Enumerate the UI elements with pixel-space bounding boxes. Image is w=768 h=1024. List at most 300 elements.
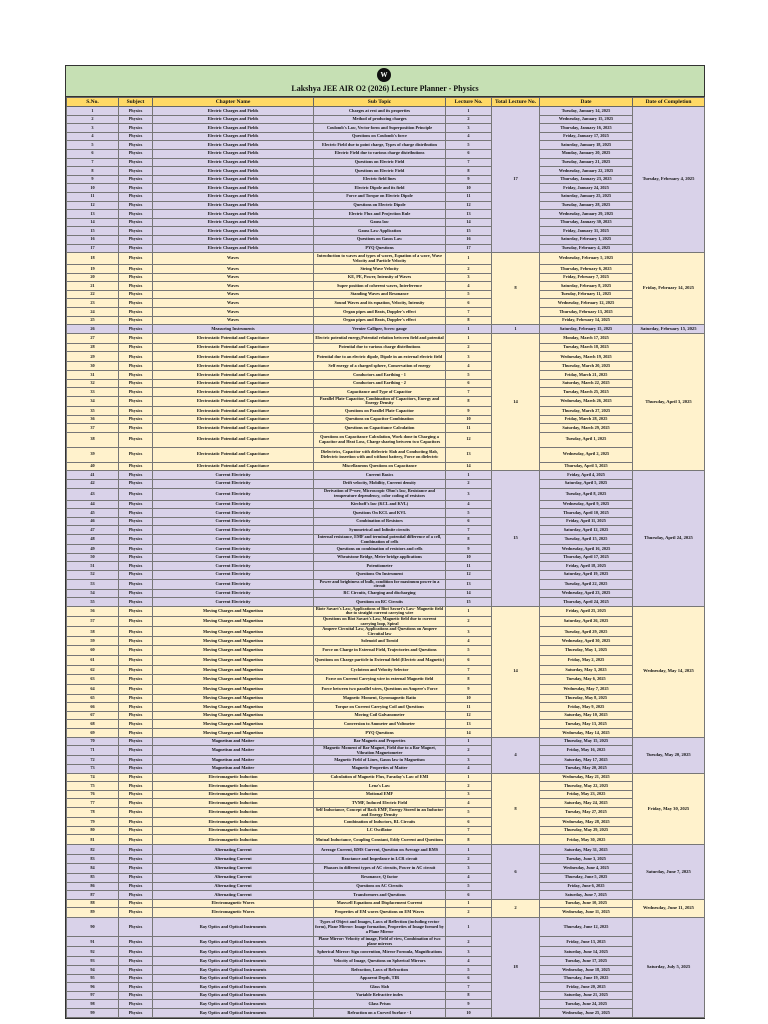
subtopic-cell: Kirchoff's law (KCL and KVL) (314, 500, 446, 509)
sno-cell: 18 (67, 253, 119, 265)
table-row (67, 325, 705, 334)
lecture-no-cell: 4 (446, 282, 492, 291)
sno-cell: 96 (67, 983, 119, 992)
subject-cell: Physics (119, 415, 153, 424)
subtopic-cell: Force on Charge in External Field, Trajectories and Questions (314, 646, 446, 656)
lecture-no-cell: 4 (446, 957, 492, 966)
sno-cell: 39 (67, 447, 119, 462)
date-cell: Friday, May 2, 2025 (540, 656, 633, 666)
subject-cell: Physics (119, 703, 153, 712)
subtopic-cell: Questions on AC Circuits (314, 882, 446, 891)
subtopic-cell: RC Circuits, Charging and discharging (314, 589, 446, 598)
table-row (67, 666, 705, 675)
date-cell: Saturday, February 8, 2025 (540, 282, 633, 291)
table-row (67, 799, 705, 808)
sno-cell: 37 (67, 424, 119, 433)
chapter-cell: Moving Charges and Magnetism (153, 646, 314, 656)
subtopic-cell: Parallel Plate Capacitor, Combination of Capacitors, Energy and Energy Density (314, 396, 446, 406)
subtopic-cell: Motional EMF (314, 790, 446, 799)
table-row (67, 227, 705, 236)
total-lecture-cell: 18 (492, 918, 540, 1017)
lecture-no-cell: 6 (446, 299, 492, 308)
table-row (67, 517, 705, 526)
subtopic-cell: Coulomb's Law, Vector form and Superposition Principle (314, 124, 446, 133)
lecture-no-cell: 11 (446, 703, 492, 712)
subject-cell: Physics (119, 316, 153, 325)
subtopic-cell: Capacitance and Type of Capacitor (314, 388, 446, 397)
sno-cell: 52 (67, 570, 119, 579)
table-row (67, 966, 705, 975)
date-cell: Friday, June 13, 2025 (540, 937, 633, 947)
chapter-cell: Electric Charges and Fields (153, 192, 314, 201)
subtopic-cell: Electric Flux and Projection Rule (314, 210, 446, 219)
subtopic-cell: Moving Coil Galvanometer (314, 711, 446, 720)
subtopic-cell: Force and Torque on Electric Dipole (314, 192, 446, 201)
date-cell: Monday, March 17, 2025 (540, 333, 633, 343)
chapter-cell: Electric Charges and Fields (153, 227, 314, 236)
subject-cell: Physics (119, 141, 153, 150)
table-row (67, 937, 705, 947)
subtopic-cell: Average Current, RMS Current, Question on Average and RMS (314, 845, 446, 855)
chapter-cell: Ray Optics and Optical Instruments (153, 937, 314, 947)
table-row (67, 265, 705, 274)
chapter-cell: Waves (153, 273, 314, 282)
subtopic-cell: Organ pipes and Beats, Doppler's effect (314, 316, 446, 325)
subject-cell: Physics (119, 966, 153, 975)
subtopic-cell: Velocity of Image, Questions on Spherical Mirrors (314, 957, 446, 966)
date-cell: Saturday, January 18, 2025 (540, 141, 633, 150)
lecture-no-cell: 1 (446, 918, 492, 937)
chapter-cell: Electromagnetic Induction (153, 799, 314, 808)
date-cell: Thursday, April 10, 2025 (540, 509, 633, 518)
date-cell: Saturday, February 15, 2025 (540, 325, 633, 334)
chapter-cell: Electromagnetic Induction (153, 790, 314, 799)
logo-icon: W (377, 68, 391, 82)
date-cell: Friday, April 25, 2025 (540, 606, 633, 616)
table-row (67, 570, 705, 579)
date-cell: Wednesday, January 15, 2025 (540, 115, 633, 124)
date-cell: Thursday, January 30, 2025 (540, 218, 633, 227)
subtopic-cell: Torque on Current Carrying Coil and Questions (314, 703, 446, 712)
date-cell: Tuesday, April 8, 2025 (540, 488, 633, 500)
subject-cell: Physics (119, 684, 153, 694)
subject-cell: Physics (119, 891, 153, 900)
lecture-no-cell: 6 (446, 818, 492, 827)
date-cell: Friday, February 7, 2025 (540, 273, 633, 282)
date-cell: Saturday, April 19, 2025 (540, 570, 633, 579)
subject-cell: Physics (119, 957, 153, 966)
sno-cell: 48 (67, 534, 119, 544)
table-row (67, 855, 705, 864)
col-header-chapter: Chapter Name (153, 98, 314, 107)
subtopic-cell: Conductors and Earthing - 1 (314, 371, 446, 380)
subject-cell: Physics (119, 606, 153, 616)
subtopic-cell: Refraction on a Curved Surface - 1 (314, 1009, 446, 1018)
date-cell: Friday, January 17, 2025 (540, 132, 633, 141)
sno-cell: 91 (67, 937, 119, 947)
table-row (67, 545, 705, 554)
date-cell: Wednesday, June 25, 2025 (540, 1009, 633, 1018)
sno-cell: 71 (67, 746, 119, 756)
subtopic-cell: Internal resistance, EMF and terminal potential difference of a cell, Combination of cells (314, 534, 446, 544)
table-row (67, 235, 705, 244)
table-row (67, 184, 705, 193)
subtopic-cell: Questions on Capacitance Calculation, Work done in Charging a Capacitor and Heat Loss, Charge sharing between two Capacitors (314, 432, 446, 447)
sno-cell: 83 (67, 855, 119, 864)
sno-cell: 14 (67, 218, 119, 227)
sno-cell: 78 (67, 807, 119, 817)
sno-cell: 28 (67, 343, 119, 352)
lecture-no-cell: 5 (446, 966, 492, 975)
table-row (67, 141, 705, 150)
subtopic-cell: Questions on RC Circuits (314, 598, 446, 607)
lecture-no-cell: 1 (446, 845, 492, 855)
sno-cell: 40 (67, 462, 119, 471)
lecture-no-cell: 3 (446, 790, 492, 799)
subject-cell: Physics (119, 617, 153, 627)
sno-cell: 74 (67, 773, 119, 782)
lecture-no-cell: 13 (446, 720, 492, 729)
lecture-no-cell: 4 (446, 873, 492, 882)
lecture-no-cell: 4 (446, 799, 492, 808)
subject-cell: Physics (119, 488, 153, 500)
lecture-no-cell: 7 (446, 308, 492, 317)
completion-date-cell: Thursday, April 24, 2025 (633, 471, 705, 607)
subtopic-cell: Sound Waves and its equation, Velocity, Intensity (314, 299, 446, 308)
subject-cell: Physics (119, 666, 153, 675)
subject-cell: Physics (119, 534, 153, 544)
col-header-total-lecture-no: Total Lecture No. (492, 98, 540, 107)
completion-date-cell: Saturday, February 15, 2025 (633, 325, 705, 334)
lecture-no-cell: 5 (446, 646, 492, 656)
chapter-cell: Electromagnetic Induction (153, 818, 314, 827)
sno-cell: 93 (67, 957, 119, 966)
chapter-cell: Alternating Current (153, 863, 314, 873)
table-row (67, 598, 705, 607)
chapter-cell: Electric Charges and Fields (153, 175, 314, 184)
chapter-cell: Electric Charges and Fields (153, 201, 314, 210)
sno-cell: 94 (67, 966, 119, 975)
subject-cell: Physics (119, 432, 153, 447)
lecture-no-cell: 3 (446, 352, 492, 362)
chapter-cell: Waves (153, 299, 314, 308)
lecture-no-cell: 4 (446, 500, 492, 509)
sno-cell: 99 (67, 1009, 119, 1018)
lecture-no-cell: 10 (446, 415, 492, 424)
date-cell: Tuesday, May 27, 2025 (540, 807, 633, 817)
total-lecture-cell: 8 (492, 253, 540, 325)
chapter-cell: Waves (153, 265, 314, 274)
chapter-cell: Alternating Current (153, 882, 314, 891)
date-cell: Tuesday, June 24, 2025 (540, 1000, 633, 1009)
date-cell: Tuesday, May 13, 2025 (540, 720, 633, 729)
chapter-cell: Current Electricity (153, 534, 314, 544)
lecture-no-cell: 1 (446, 471, 492, 480)
sno-cell: 27 (67, 333, 119, 343)
lecture-no-cell: 3 (446, 488, 492, 500)
lecture-no-cell: 5 (446, 371, 492, 380)
sno-cell: 45 (67, 509, 119, 518)
subtopic-cell: Current Basics (314, 471, 446, 480)
table-row (67, 167, 705, 176)
sno-cell: 33 (67, 388, 119, 397)
chapter-cell: Waves (153, 282, 314, 291)
table-row (67, 299, 705, 308)
chapter-cell: Current Electricity (153, 488, 314, 500)
sno-cell: 36 (67, 415, 119, 424)
subtopic-cell: Biotr Savart's Law, Applications of Biot Savart's Law- Magnetic field due to straight current carrying wire (314, 606, 446, 616)
subject-cell: Physics (119, 855, 153, 864)
subtopic-cell: Magnetic Field of Lines, Gauss law in Magnetism (314, 756, 446, 765)
sno-cell: 88 (67, 899, 119, 908)
chapter-cell: Current Electricity (153, 553, 314, 562)
table-row (67, 553, 705, 562)
sno-cell: 56 (67, 606, 119, 616)
subtopic-cell: Drift velocity, Mobility, Current density (314, 479, 446, 488)
lecture-no-cell: 2 (446, 479, 492, 488)
chapter-cell: Magnetism and Matter (153, 764, 314, 773)
sno-cell: 61 (67, 656, 119, 666)
sno-cell: 17 (67, 244, 119, 253)
table-row (67, 158, 705, 167)
subject-cell: Physics (119, 273, 153, 282)
date-cell: Friday, May 23, 2025 (540, 790, 633, 799)
lecture-no-cell: 13 (446, 210, 492, 219)
subtopic-cell: Phasors in different types of AC circuits, Power in AC circuit (314, 863, 446, 873)
subtopic-cell: Electric Field due to point charge, Types of charge distribution (314, 141, 446, 150)
chapter-cell: Waves (153, 253, 314, 265)
sno-cell: 46 (67, 517, 119, 526)
date-cell: Wednesday, May 28, 2025 (540, 818, 633, 827)
lecture-no-cell: 1 (446, 606, 492, 616)
date-cell: Tuesday, January 14, 2025 (540, 107, 633, 116)
subtopic-cell: Gauss law (314, 218, 446, 227)
lecture-no-cell: 3 (446, 947, 492, 957)
sno-cell: 62 (67, 666, 119, 675)
lecture-no-cell: 2 (446, 115, 492, 124)
subject-cell: Physics (119, 974, 153, 983)
subtopic-cell: Questions On Instrument (314, 570, 446, 579)
chapter-cell: Electric Charges and Fields (153, 149, 314, 158)
chapter-cell: Ray Optics and Optical Instruments (153, 957, 314, 966)
table-row (67, 253, 705, 265)
chapter-cell: Electric Charges and Fields (153, 132, 314, 141)
chapter-cell: Current Electricity (153, 589, 314, 598)
date-cell: Tuesday, April 29, 2025 (540, 627, 633, 637)
date-cell: Thursday, May 29, 2025 (540, 826, 633, 835)
lecture-no-cell: 11 (446, 562, 492, 571)
date-cell: Wednesday, June 18, 2025 (540, 966, 633, 975)
subject-cell: Physics (119, 218, 153, 227)
lecture-no-cell: 8 (446, 674, 492, 684)
subject-cell: Physics (119, 983, 153, 992)
chapter-cell: Ray Optics and Optical Instruments (153, 1009, 314, 1018)
lecture-no-cell: 7 (446, 983, 492, 992)
subject-cell: Physics (119, 192, 153, 201)
table-row (67, 746, 705, 756)
sno-cell: 49 (67, 545, 119, 554)
subject-cell: Physics (119, 764, 153, 773)
table-row (67, 764, 705, 773)
subject-cell: Physics (119, 325, 153, 334)
sno-cell: 80 (67, 826, 119, 835)
date-cell: Wednesday, April 9, 2025 (540, 500, 633, 509)
subtopic-cell: Electric Field due to various charge distributions (314, 149, 446, 158)
subtopic-cell: Questions on Electric Field (314, 167, 446, 176)
subject-cell: Physics (119, 782, 153, 791)
subject-cell: Physics (119, 1000, 153, 1009)
lecture-no-cell: 17 (446, 244, 492, 253)
lecture-no-cell: 5 (446, 807, 492, 817)
table-row (67, 807, 705, 817)
chapter-cell: Electrostatic Potential and Capacitance (153, 333, 314, 343)
chapter-cell: Waves (153, 308, 314, 317)
table-row (67, 782, 705, 791)
sno-cell: 26 (67, 325, 119, 334)
subject-cell: Physics (119, 589, 153, 598)
chapter-cell: Electric Charges and Fields (153, 184, 314, 193)
date-cell: Tuesday, February 4, 2025 (540, 244, 633, 253)
date-cell: Wednesday, May 14, 2025 (540, 729, 633, 738)
date-cell: Tuesday, May 20, 2025 (540, 764, 633, 773)
table-row (67, 579, 705, 589)
sno-cell: 90 (67, 918, 119, 937)
date-cell: Saturday, May 31, 2025 (540, 845, 633, 855)
lecture-no-cell: 13 (446, 447, 492, 462)
chapter-cell: Current Electricity (153, 517, 314, 526)
table-row (67, 790, 705, 799)
date-cell: Wednesday, June 4, 2025 (540, 863, 633, 873)
chapter-cell: Current Electricity (153, 471, 314, 480)
chapter-cell: Electrostatic Potential and Capacitance (153, 352, 314, 362)
date-cell: Saturday, June 14, 2025 (540, 947, 633, 957)
lecture-no-cell: 8 (446, 396, 492, 406)
sno-cell: 47 (67, 526, 119, 535)
lecture-no-cell: 8 (446, 534, 492, 544)
table-row (67, 983, 705, 992)
sno-cell: 55 (67, 598, 119, 607)
subtopic-cell: Force on Current Carrying wire in external Magnetic field (314, 674, 446, 684)
date-cell: Saturday, May 3, 2025 (540, 666, 633, 675)
subtopic-cell: Questions on Coulomb's force (314, 132, 446, 141)
sno-cell: 75 (67, 782, 119, 791)
date-cell: Wednesday, May 21, 2025 (540, 773, 633, 782)
completion-date-cell: Friday, May 30, 2025 (633, 773, 705, 845)
sno-cell: 63 (67, 674, 119, 684)
subject-cell: Physics (119, 746, 153, 756)
subtopic-cell: Gauss Law Application (314, 227, 446, 236)
date-cell: Tuesday, April 15, 2025 (540, 534, 633, 544)
chapter-cell: Moving Charges and Magnetism (153, 606, 314, 616)
lecture-no-cell: 1 (446, 899, 492, 908)
col-header-subtopic: Sub Topic (314, 98, 446, 107)
subtopic-cell: Self energy of a charged sphere, Conservation of energy (314, 362, 446, 371)
chapter-cell: Electric Charges and Fields (153, 141, 314, 150)
subject-cell: Physics (119, 637, 153, 646)
completion-date-cell: Wednesday, May 14, 2025 (633, 606, 705, 737)
chapter-cell: Electric Charges and Fields (153, 107, 314, 116)
subject-cell: Physics (119, 646, 153, 656)
subtopic-cell: Combination of Resistors (314, 517, 446, 526)
total-lecture-cell: 8 (492, 773, 540, 845)
subject-cell: Physics (119, 598, 153, 607)
subtopic-cell: Maxwell Equations and Displacement Current (314, 899, 446, 908)
table-row (67, 589, 705, 598)
chapter-cell: Electrostatic Potential and Capacitance (153, 447, 314, 462)
subject-cell: Physics (119, 845, 153, 855)
subtopic-cell: Derivation of P=nev, Microscopic Ohm's law, Resistance and temperature dependency, color coding of resistors (314, 488, 446, 500)
sno-cell: 38 (67, 432, 119, 447)
sno-cell: 67 (67, 711, 119, 720)
date-cell: Friday, June 20, 2025 (540, 983, 633, 992)
sno-cell: 51 (67, 562, 119, 571)
date-cell: Tuesday, January 21, 2025 (540, 158, 633, 167)
lecture-no-cell: 12 (446, 570, 492, 579)
lecture-table (66, 97, 705, 1018)
lecture-no-cell: 3 (446, 627, 492, 637)
lecture-no-cell: 2 (446, 782, 492, 791)
table-row (67, 947, 705, 957)
date-cell: Thursday, February 6, 2025 (540, 265, 633, 274)
sno-cell: 69 (67, 729, 119, 738)
table-row (67, 343, 705, 352)
chapter-cell: Electric Charges and Fields (153, 210, 314, 219)
chapter-cell: Current Electricity (153, 500, 314, 509)
date-cell: Tuesday, June 3, 2025 (540, 855, 633, 864)
subtopic-cell: Dielectrics, Capacitor with dielectric Slab and Conducting Slab, Dielectric insertion with and without battery, Force on dielectric (314, 447, 446, 462)
table-row (67, 974, 705, 983)
table-row (67, 424, 705, 433)
date-cell: Tuesday, January 28, 2025 (540, 201, 633, 210)
table-row (67, 703, 705, 712)
chapter-cell: Ray Optics and Optical Instruments (153, 918, 314, 937)
date-cell: Saturday, April 5, 2025 (540, 479, 633, 488)
subtopic-cell: Plane Mirror: Velocity of image, Field of view, Combination of two plane mirrors (314, 937, 446, 947)
lecture-no-cell: 1 (446, 333, 492, 343)
lecture-no-cell: 2 (446, 343, 492, 352)
date-cell: Tuesday, April 22, 2025 (540, 579, 633, 589)
chapter-cell: Ray Optics and Optical Instruments (153, 991, 314, 1000)
subtopic-cell: Lenz's Law (314, 782, 446, 791)
subtopic-cell: Method of producing charges (314, 115, 446, 124)
subtopic-cell: Combination of Inductors, RL Circuits (314, 818, 446, 827)
chapter-cell: Electromagnetic Induction (153, 807, 314, 817)
sno-cell: 43 (67, 488, 119, 500)
chapter-cell: Current Electricity (153, 598, 314, 607)
chapter-cell: Moving Charges and Magnetism (153, 617, 314, 627)
lecture-no-cell: 10 (446, 553, 492, 562)
sno-cell: 12 (67, 201, 119, 210)
date-cell: Thursday, April 17, 2025 (540, 553, 633, 562)
subtopic-cell: Bar Magnets and Properties (314, 737, 446, 746)
lecture-no-cell: 12 (446, 711, 492, 720)
subject-cell: Physics (119, 447, 153, 462)
table-row (67, 192, 705, 201)
col-header-date-of-completion: Date of Completion (633, 98, 705, 107)
chapter-cell: Moving Charges and Magnetism (153, 684, 314, 694)
date-cell: Thursday, May 1, 2025 (540, 646, 633, 656)
lecture-no-cell: 14 (446, 218, 492, 227)
table-row (67, 273, 705, 282)
subject-cell: Physics (119, 343, 153, 352)
date-cell: Tuesday, March 18, 2025 (540, 343, 633, 352)
table-row (67, 674, 705, 684)
subject-cell: Physics (119, 462, 153, 471)
table-body (67, 107, 705, 1018)
subject-cell: Physics (119, 773, 153, 782)
sno-cell: 13 (67, 210, 119, 219)
table-row (67, 175, 705, 184)
